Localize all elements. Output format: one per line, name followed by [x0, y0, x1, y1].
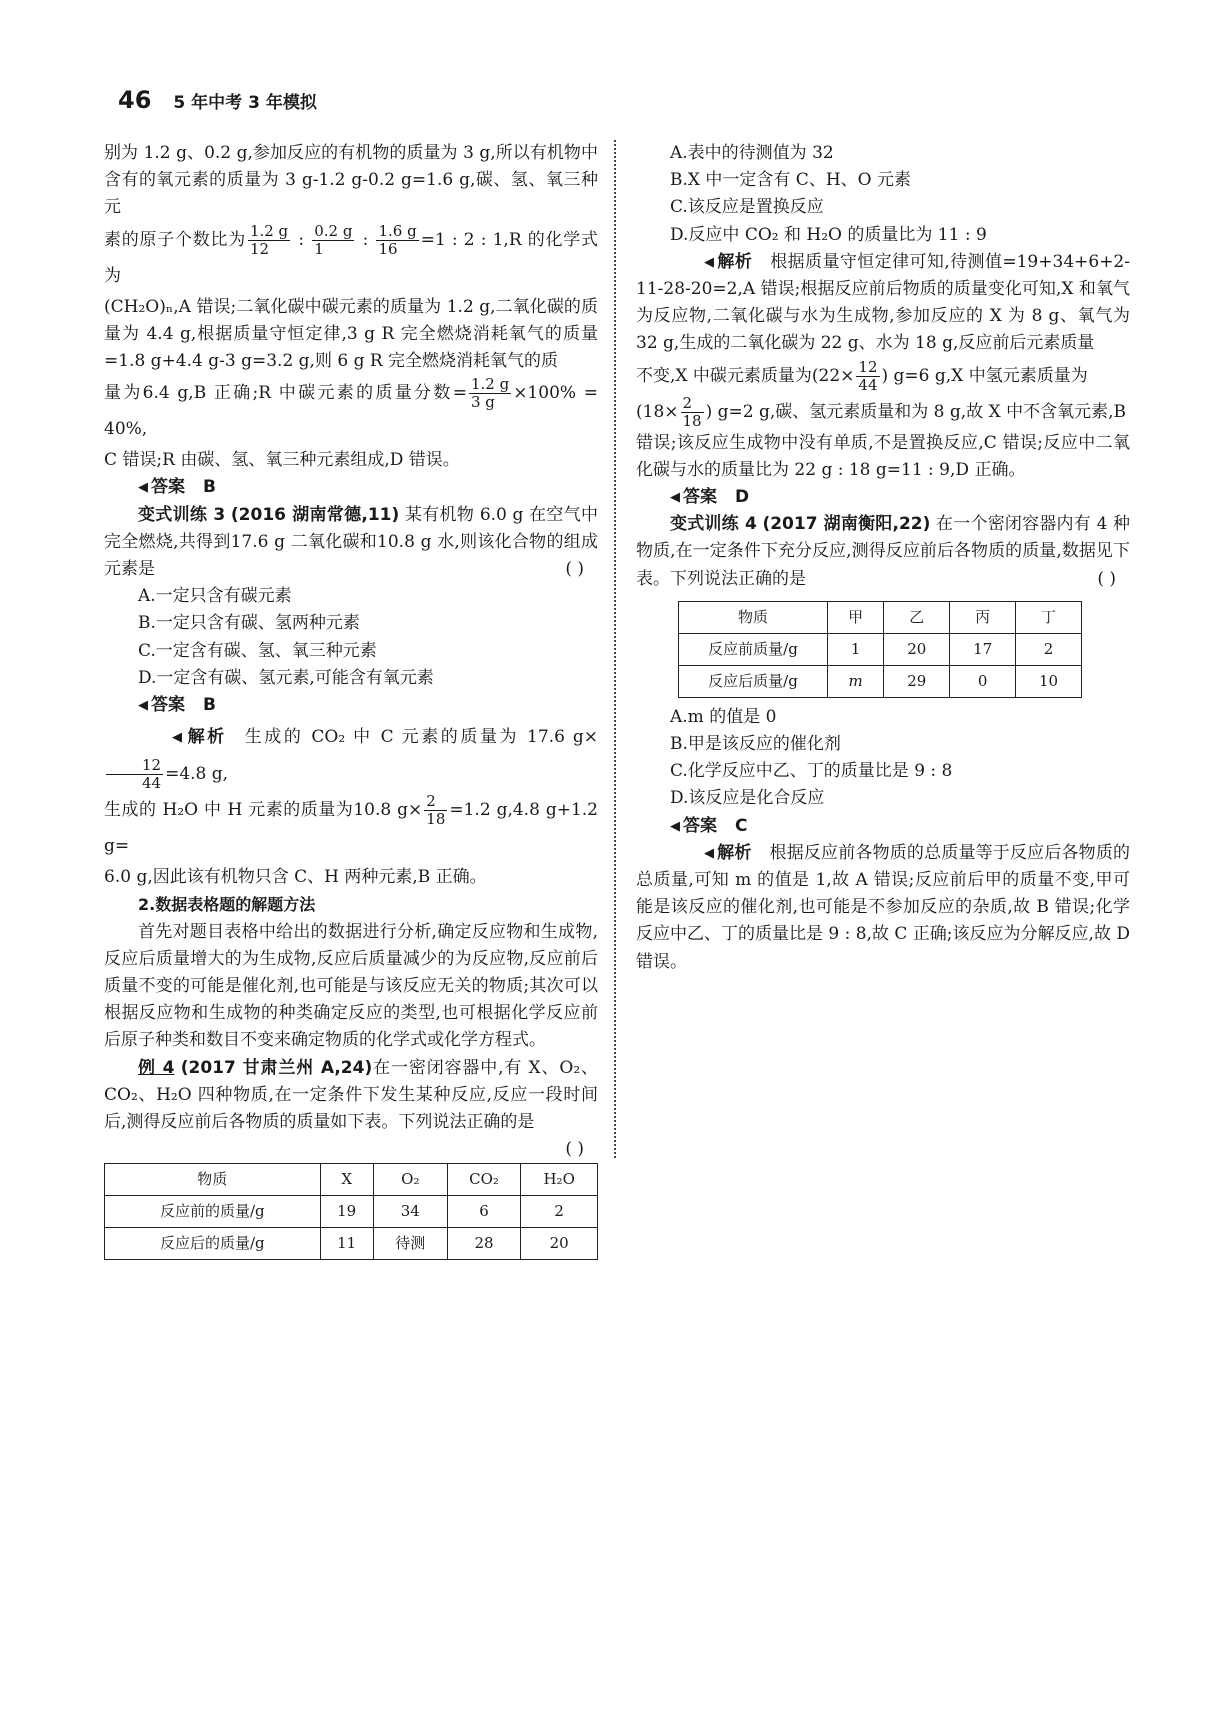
fraction: $\frac{1.2 g}{12}$	[249, 221, 289, 258]
option-a: A.一定只含有碳元素	[138, 586, 292, 607]
analysis-line: 6.0 g,因此该有机物只含 C、H 两种元素,B 正确。	[104, 867, 487, 888]
table-cell: 甲	[828, 601, 884, 633]
table-cell: 11	[320, 1228, 373, 1260]
paragraph: (CH₂O)ₙ,A 错误;二氧化碳中碳元素的质量为 1.2 g,二氧化碳的质量为 4.4 g,根据质量守恒定律,3 g R 完全燃烧消耗氧气的质量=1.8 g+4.4 g-3 g=3.2 g,则 6 g R 完全燃烧消耗氧气的质	[104, 296, 598, 372]
table-cell: 19	[320, 1196, 373, 1228]
paragraph: C 错误;R 由碳、氢、氧三种元素组成,D 错误。	[104, 450, 460, 471]
answer-blank: ( )	[565, 559, 584, 580]
option-c: C.一定含有碳、氢、氧三种元素	[138, 640, 377, 661]
table-cell: 6	[447, 1196, 521, 1228]
option-b: B.一定只含有碳、氢两种元素	[138, 613, 360, 634]
section-title: 2.数据表格题的解题方法	[138, 895, 316, 915]
option-a: A.m 的值是 0	[670, 706, 777, 727]
fraction: $\frac{12}{44}$	[858, 357, 878, 394]
table-header-row	[105, 1164, 598, 1196]
table-cell: H₂O	[521, 1164, 598, 1196]
table-cell: 2	[1016, 633, 1082, 665]
right-column	[636, 140, 1130, 976]
fraction: $\frac{12}{44}$	[106, 757, 163, 792]
answer-icon: ◀	[138, 698, 148, 714]
exercise-text: 某有机物 6.0 g 在空气中完全燃烧,共得到17.6 g 二氧化碳和10.8 g 水,则该化合物的组成元素是	[104, 504, 598, 580]
column-divider	[614, 140, 616, 1158]
table-cell: 丁	[1016, 601, 1082, 633]
table-cell: 28	[447, 1228, 521, 1260]
option-d: D.该反应是化合反应	[670, 788, 825, 809]
analysis-paragraph: ◀ 解析 根据质量守恒定律可知,待测值=19+34+6+2-11-28-20=2,A 错误;根据反应前后物质的质量变化可知,X 和氧气为反应物,二氧化碳与水为生成物,参加反应的 X 为 8 g、氧气为 32 g,生成的二氧化碳为 22 g、水为 18 g,反应前后元素质量	[636, 249, 1130, 358]
exercise-3	[104, 502, 598, 584]
table-row	[105, 1228, 598, 1260]
answer-blank: ( )	[1097, 568, 1116, 589]
analysis-icon: ◀	[704, 845, 714, 861]
analysis-line: 错误;该反应生成物中没有单质,不是置换反应,C 错误;反应中二氧化碳与水的质量比为 22 g : 18 g=11 : 9,D 正确。	[636, 432, 1130, 480]
analysis-line: 生成的 H₂O 中 H 元素的质量为10.8 g× $\frac{2}{18}$ =1.2 g,4.8 g+1.2 g=	[104, 792, 598, 857]
table-cell: 物质	[679, 601, 828, 633]
table-header-row	[679, 601, 1082, 633]
table-cell: 反应后质量/g	[679, 665, 828, 697]
analysis-line: 不变,X 中碳元素质量为(22× $\frac{12}{44}$ ) g=6 g,X 中氢元素质量为	[636, 357, 1088, 394]
fraction: $\frac{0.2 g}{1}$	[314, 221, 353, 258]
data-table-2	[678, 601, 1082, 698]
page-number: 46	[118, 86, 152, 114]
fraction: $\frac{1.2 g}{3 g}$	[470, 375, 510, 412]
answer-value: D	[735, 487, 750, 508]
exercise-4	[636, 511, 1130, 593]
exercise-label: 变式训练 4	[670, 514, 757, 535]
paragraph-with-fractions: 素的原子个数比为 $\frac{1.2 g}{12}$ : $\frac{0.2 g}{1}$ : $\frac{1.6 g}{16}$ =1 : 2 : 1,R 的化学式为	[104, 221, 599, 286]
paragraph: 别为 1.2 g、0.2 g,参加反应的有机物的质量为 3 g,所以有机物中含有的氧元素的质量为 3 g-1.2 g-0.2 g=1.6 g,碳、氢、氧三种元	[104, 143, 598, 218]
answer-row	[670, 484, 1130, 511]
fraction: $\frac{1.6 g}{16}$	[378, 221, 417, 258]
table-row	[679, 633, 1082, 665]
analysis-label: ◀ 解析	[138, 727, 227, 747]
table-cell: 待测	[373, 1228, 447, 1260]
option-b: B.甲是该反应的催化剂	[670, 734, 841, 755]
table-cell: CO₂	[447, 1164, 521, 1196]
table-cell: O₂	[373, 1164, 447, 1196]
option-c: C.化学反应中乙、丁的质量比是 9 : 8	[670, 761, 953, 782]
table-cell: 29	[884, 665, 950, 697]
answer-label: ◀ 答案	[670, 487, 717, 507]
table-cell: 反应前的质量/g	[105, 1196, 321, 1228]
book-title: 5 年中考 3 年模拟	[173, 93, 317, 113]
table-cell: 17	[950, 633, 1016, 665]
example-text: 在一密闭容器中,有 X、O₂、CO₂、H₂O 四种物质,在一定条件下发生某种反应,反应一段时间后,测得反应前后各物质的质量如下表。下列说法正确的是	[104, 1057, 599, 1133]
page-header	[118, 86, 317, 116]
example-label: 例 4	[138, 1057, 175, 1078]
answer-icon: ◀	[670, 490, 680, 506]
table-cell: 反应后的质量/g	[105, 1228, 321, 1260]
section-text: 首先对题目表格中给出的数据进行分析,确定反应物和生成物,反应后质量增大的为生成物,反应后质量减少的为反应物,反应前后质量不变的可能是催化剂,也可能是与该反应无关的物质;其次可以根据反应物和生成物的种类确定反应的类型,也可根据化学反应前后原子种类和数目不变来确定物质的化学式或化学方程式。	[104, 921, 598, 1051]
table-cell: 1	[828, 633, 884, 665]
answer-value: B	[203, 477, 216, 498]
answer-row	[138, 692, 598, 719]
fraction: $\frac{2}{18}$	[682, 393, 702, 430]
table-row	[679, 665, 1082, 697]
table-cell: 2	[521, 1196, 598, 1228]
answer-row	[670, 813, 1130, 840]
table-cell: 20	[521, 1228, 598, 1260]
exercise-source: (2016 湖南常德,11)	[230, 504, 400, 525]
analysis-line: ◀ 解析 生成的 CO₂ 中 C 元素的质量为 17.6 g× $\frac{12}{44}$ =4.8 g,	[104, 719, 598, 792]
answer-value: B	[203, 695, 216, 716]
table-cell: 34	[373, 1196, 447, 1228]
analysis-icon: ◀	[172, 730, 182, 746]
left-column	[104, 140, 598, 1260]
table-cell: 0	[950, 665, 1016, 697]
table-row	[105, 1196, 598, 1228]
exercise-label: 变式训练 3	[138, 504, 226, 525]
data-table-1	[104, 1163, 598, 1260]
analysis-paragraph: ◀ 解析 根据反应前各物质的总质量等于反应后各物质的总质量,可知 m 的值是 1,故 A 错误;反应前后甲的质量不变,甲可能是该反应的催化剂,也可能是不参加反应的杂质,故 B 错误;化学反应中乙、丁的质量比是 9 : 8,故 C 正确;该反应为分解反应,故 D 错误。	[636, 840, 1130, 976]
answer-value: C	[735, 815, 748, 836]
analysis-label: ◀ 解析	[670, 843, 752, 863]
example-4	[104, 1055, 599, 1160]
answer-label: ◀ 答案	[138, 695, 185, 715]
table-cell: 丙	[950, 601, 1016, 633]
answer-label: ◀ 答案	[670, 816, 717, 836]
example-source: (2017 甘肃兰州 A,24)	[180, 1057, 373, 1078]
table-cell: 物质	[105, 1164, 321, 1196]
exercise-source: (2017 湖南衡阳,22)	[762, 514, 931, 535]
analysis-label: ◀ 解析	[670, 252, 752, 272]
option-b: B.X 中一定含有 C、H、O 元素	[670, 170, 911, 191]
table-cell: 20	[884, 633, 950, 665]
table-cell: m	[828, 665, 884, 697]
option-a: A.表中的待测值为 32	[670, 143, 834, 163]
answer-row	[138, 474, 598, 501]
answer-icon: ◀	[670, 818, 680, 834]
fraction: $\frac{2}{18}$	[426, 792, 446, 829]
table-cell: X	[320, 1164, 373, 1196]
option-d: D.一定含有碳、氢元素,可能含有氧元素	[138, 667, 434, 688]
table-cell: 反应前质量/g	[679, 633, 828, 665]
answer-icon: ◀	[138, 480, 148, 496]
exercise-text: 在一个密闭容器内有 4 种物质,在一定条件下充分反应,测得反应前后各物质的质量,数据见下表。下列说法正确的是	[636, 514, 1131, 589]
option-c: C.该反应是置换反应	[670, 197, 824, 218]
table-cell: 10	[1016, 665, 1082, 697]
answer-blank: ( )	[565, 1139, 584, 1160]
table-cell: 乙	[884, 601, 950, 633]
analysis-line: (18× $\frac{2}{18}$ ) g=2 g,碳、氢元素质量和为 8 g,故 X 中不含氧元素,B	[636, 393, 1126, 430]
answer-label: ◀ 答案	[138, 477, 185, 497]
analysis-icon: ◀	[704, 254, 714, 270]
option-d: D.反应中 CO₂ 和 H₂O 的质量比为 11 : 9	[670, 224, 987, 245]
paragraph-with-fraction: 量为6.4 g,B 正确;R 中碳元素的质量分数= $\frac{1.2 g}{3 g}$ ×100% = 40%,	[104, 375, 599, 440]
